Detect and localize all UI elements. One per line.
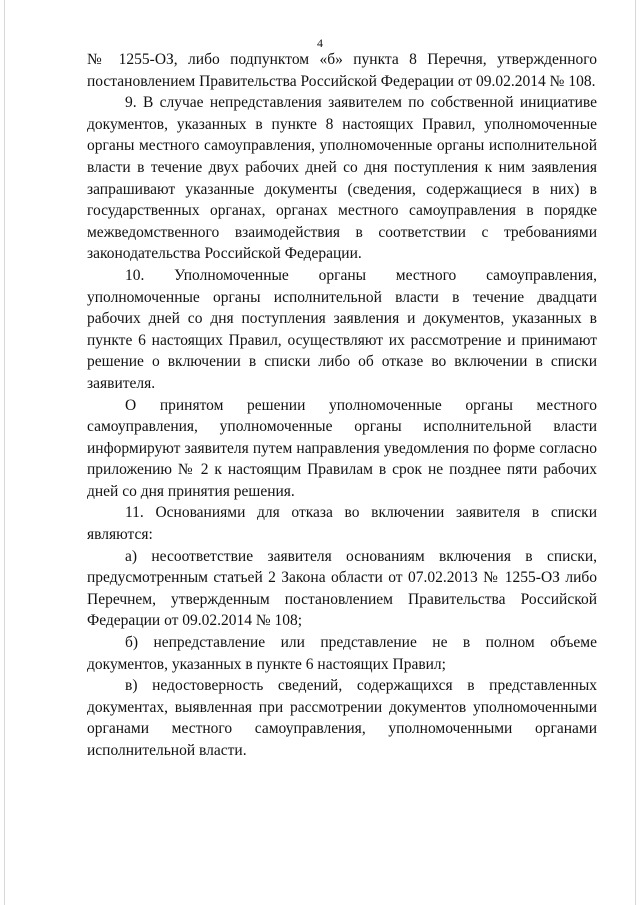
paragraph-item-11: 11. Основаниями для отказа во включении заявителя в списки являются: — [87, 504, 597, 544]
page-number: 4 — [317, 36, 323, 50]
scan-edge-right — [635, 0, 636, 905]
subitem-b: б) непредставление или представление не в полном объеме документов, указанных в пункте 6 настоящих Правил; — [87, 634, 597, 673]
paragraph-decision-notice: О принятом решении уполномоченные органы местного самоуправления, уполномоченные органы исполнительной власти информируют заявителя путем направления уведомления по форме согласно приложению № 2 к настоящим Правилам в срок не позднее пяти рабочих дней со дня принятия решения. — [87, 396, 597, 500]
paragraph-item-9: 9. В случае непредставления заявителем по собственной инициативе документов, указанных в пункте 8 настоящих Правил, уполномоченные органы местного самоуправления, уполномоченные органы исполнительной власти в течение двух рабочих дней со дня поступления к ним заявления запрашивают указанные документы (сведения, содержащиеся в них) в государственных органах, органах местного самоуправления в порядке межведомственного взаимодействия в соответствии с требованиями законодательства Российской Федерации. — [87, 94, 597, 263]
scan-edge-left — [4, 0, 5, 905]
paragraph-continuation: № 1255-ОЗ, либо подпунктом «б» пункта 8 Перечня, утвержденного постановлением Правительства Российской Федерации от 09.02.2014 № 108. — [87, 51, 597, 90]
subitem-v: в) недостоверность сведений, содержащихся в представленных документах, выявленная при рассмотрении документов уполномоченными органами местного самоуправления, уполномоченными органами исполнительной власти. — [87, 677, 597, 759]
document-body — [87, 49, 597, 762]
paragraph-item-10: 10. Уполномоченные органы местного самоуправления, уполномоченные органы исполнительной власти в течение двадцати рабочих дней со дня поступления заявления и документов, указанных в пункте 6 настоящих Правил, осуществляют их рассмотрение и принимают решение о включении в списки либо об отказе во включении в списки заявителя. — [87, 266, 597, 392]
subitem-a: а) несоответствие заявителя основаниям включения в списки, предусмотренным статьей 2 Закона области от 07.02.2013 № 1255-ОЗ либо Перечнем, утвержденным постановлением Правительства Российской Федерации от 09.02.2014 № 108; — [87, 547, 597, 630]
